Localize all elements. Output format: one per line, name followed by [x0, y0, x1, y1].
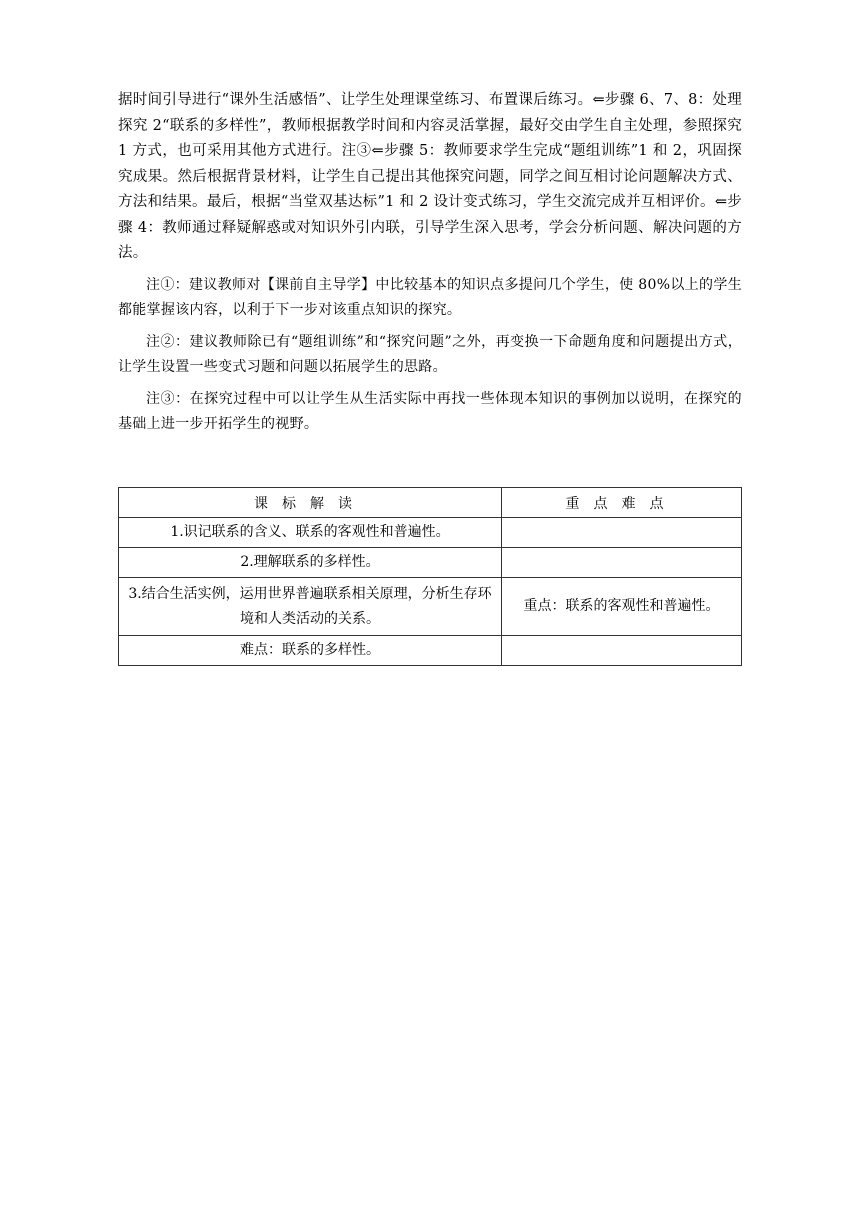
table-row: [119, 518, 742, 548]
table-cell-left: 2.理解联系的多样性。: [119, 548, 502, 578]
note-1: 注①：建议教师对【课前自主导学】中比较基本的知识点多提问几个学生，使 80%以上的学生都能掌握该内容，以利于下一步对该重点知识的探究。: [118, 276, 742, 318]
header-key-difficult-points: 重点难点: [502, 488, 742, 518]
document-body: [118, 88, 742, 438]
table-cell-right: [502, 518, 742, 548]
note-3: 注③：在探究过程中可以让学生从生活实际中再找一些体现本知识的事例加以说明，在探究的基础上进一步开拓学生的视野。: [118, 390, 742, 432]
table-row: [119, 636, 742, 666]
table-row: [119, 578, 742, 636]
table-row: [119, 548, 742, 578]
table-cell-left: 1.识记联系的含义、联系的客观性和普遍性。: [119, 518, 502, 548]
table-cell-right: [502, 548, 742, 578]
table-cell-left: 3.结合生活实例，运用世界普遍联系相关原理，分析生存环境和人类活动的关系。: [119, 578, 502, 636]
note-2: 注②：建议教师除已有“题组训练”和“探究问题”之外，再变换一下命题角度和问题提出方式，让学生设置一些变式习题和问题以拓展学生的思路。: [118, 333, 742, 375]
table-header-row: [119, 488, 742, 518]
header-curriculum-interpretation: 课标解读: [119, 488, 502, 518]
table-cell-right: 重点：联系的客观性和普遍性。: [502, 578, 742, 636]
curriculum-table: [118, 487, 742, 666]
body-paragraph: 据时间引导进行“课外生活感悟”、让学生处理课堂练习、布置课后练习。⇐步骤 6、7、8：处理探究 2“联系的多样性”，教师根据教学时间和内容灵活掌握，最好交由学生自主处理，参照探究 1 方式，也可采用其他方式进行。注③⇐步骤 5：教师要求学生完成“题组训练”1 和 2，巩固探究成果。然后根据背景材料，让学生自己提出其他探究问题，同学之间互相讨论问题解决方式、方法和结果。最后，根据“当堂双基达标”1 和 2 设计变式练习，学生交流完成并互相评价。⇐步骤 4：教师通过释疑解惑或对知识外引内联，引导学生深入思考，学会分析问题、解决问题的方法。: [118, 92, 742, 261]
table-cell-left: 难点：联系的多样性。: [119, 636, 502, 666]
table-cell-right: [502, 636, 742, 666]
